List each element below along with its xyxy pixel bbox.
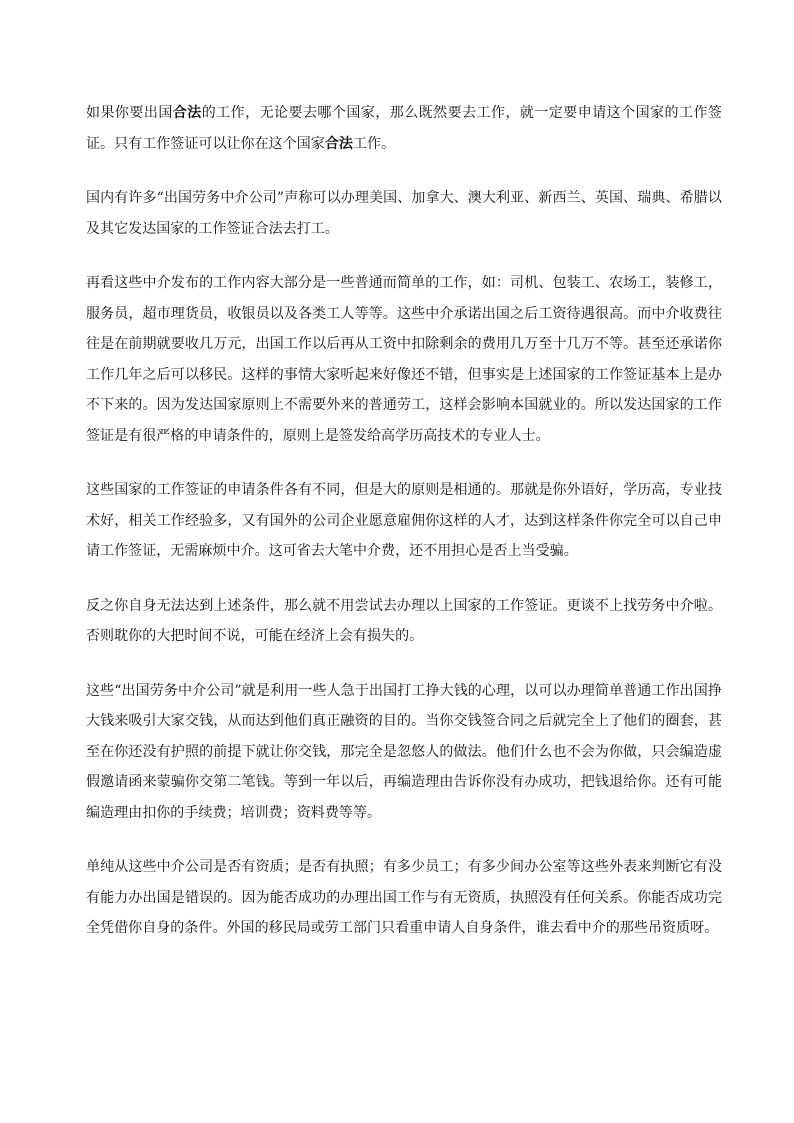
- text-segment: 这些“出国劳务中介公司”就是利用一些人急于出国打工挣大钱的心理，以可以办理简单普通工作出国挣大钱来吸引大家交钱，从而达到他们真正融资的目的。当你交钱签合同之后就完全上了他们的圈套，甚至在你还没有护照的前提下就让你交钱，那完全是忽悠人的做法。他们什么也不会为你做，只会编造虚假邀请函来蒙骗你交第二笔钱。等到一年以后，再编造理由告诉你没有办成功，把钱退给你。还有可能编造理由扣你的手续费；培训费；资料费等等。: [86, 682, 722, 821]
- document-body: [86, 98, 722, 968]
- bold-text-legal: 合法: [324, 135, 353, 152]
- paragraph-agency-claims: [86, 183, 722, 244]
- text-segment: 的工作，无论要去哪个国家，那么既然要去工作，就一定要申请这个国家的工作签证。只有工作签证可以让你在这个国家: [86, 105, 722, 152]
- paragraph-otherwise: [86, 591, 722, 652]
- paragraph-agency-scheme: [86, 676, 722, 829]
- text-segment: 如果你要出国: [86, 105, 173, 121]
- text-segment: 反之你自身无法达到上述条件，那么就不用尝试去办理以上国家的工作签证。更谈不上找劳务中介啦。否则耽你的大把时间不说，可能在经济上会有损失的。: [86, 597, 722, 644]
- paragraph-visa-conditions: [86, 475, 722, 567]
- bold-text-legal: 合法: [172, 105, 202, 121]
- text-segment: 工作。: [352, 135, 396, 152]
- text-segment: 这些国家的工作签证的申请条件各有不同，但是大的原则是相通的。那就是你外语好，学历高，专业技术好，相关工作经验多，又有国外的公司企业愿意雇佣你这样的人才，达到这样条件你完全可以自己申请工作签证，无需麻烦中介。这可省去大笔中介费，还不用担心是否上当受骗。: [86, 482, 722, 559]
- paragraph-job-content: [86, 268, 722, 451]
- paragraph-legal-work-visa: [86, 98, 722, 159]
- text-segment: 单纯从这些中介公司是否有资质；是否有执照；有多少员工；有多少间办公室等这些外表来判断它有没有能力办出国是错误的。因为能否成功的办理出国工作与有无资质，执照没有任何关系。你能否成功完全凭借你自身的条件。外国的移民局或劳工部门只看重申请人自身条件，谁去看中介的那些吊资质呀。: [86, 859, 722, 936]
- text-segment: 再看这些中介发布的工作内容大部分是一些普通而简单的工作，如：司机、包装工、农场工，装修工，服务员，超市理货员，收银员以及各类工人等等。这些中介承诺出国之后工资待遇很高。而中介收费往往是在前期就要收几万元，出国工作以后再从工资中扣除剩余的费用几万至十几万不等。甚至还承诺你工作几年之后可以移民。这样的事情大家听起来好像还不错，但事实是上述国家的工作签证基本上是办不下来的。因为发达国家原则上不需要外来的普通劳工，这样会影响本国就业的。所以发达国家的工作签证是有很严格的申请条件的，原则上是签发给高学历高技术的专业人士。: [86, 275, 722, 444]
- text-segment: 国内有许多“出国劳务中介公司”声称可以办理美国、加拿大、澳大利亚、新西兰、英国、瑞典、希腊以及其它发达国家的工作签证合法去打工。: [86, 190, 722, 237]
- paragraph-qualification-judgment: [86, 852, 722, 944]
